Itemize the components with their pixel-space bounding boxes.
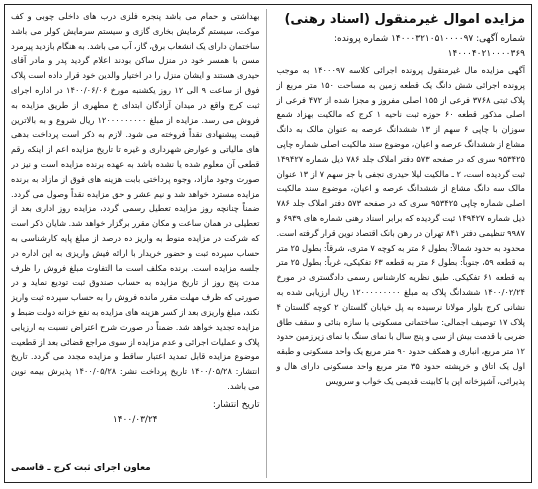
publication-date-value: ۱۴۰۰/۰۳/۲۴ [112, 414, 158, 425]
left-column [11, 9, 267, 478]
right-column [275, 9, 526, 478]
notice-title: مزایده اموال غیرمنقول (اسناد رهنی) [284, 12, 525, 27]
notice-reference-line: شماره آگهی: ۱۴۰۰۰۳۲۱۰۵۱۰۰۰۰۹۷ شماره پرونده: ۱۴۰۰۰۴۰۲۱۰۰۰۰۳۶۹ [333, 34, 525, 59]
notice-body-left: بهداشتی و حمام می باشد پنجره فلزی درب های داخلی چوبی و کف موکت، سیستم گرمایش بخاری گازی و سیستم سرمایش کولر می باشد ساختمان دارای یک انشعاب برق، گاز، آب می باشد. به هنگام بازدید پیرمرد مسن با همسر خود در منزل ساکن بودند اعلام گردید پدر و مادر آقای حیدری هستند و ایشان منزل را در اختیار والدین خود قرار داده است پلاک فوق از ساعت ۹ الی ۱۲ روز یکشنبه مورخ ۱۴۰۰/۰۶/۰۶ در اداره اجرای ثبت کرج واقع در میدان آزادگان ابتدای خ مطهری از طریق مزایده به فروش می رسد. مزایده از مبلغ ۱۲۰۰۰۰۰۰۰۰۰ ریال شروع و به بالاترین قیمت پیشنهادی نقداً فروخته می شود. لازم به ذکر است پرداخت بدهی های مالیاتی و عوارض شهرداری و غیره تا تاریخ مزایده اعم از اینکه رقم قطعی آن معلوم شده یا نشده باشد به عهده برنده مزایده است و نیز در صورت وجود مازاد، وجوه پرداختی بابت هزینه های فوق از مازاد به برنده مزایده مسترد خواهد شد و نیم عشر و حق مزایده نقداً وصول می گردد. ضمناً چنانچه روز مزایده تعطیل رسمی گردد، مزایده روز اداری بعد از تعطیلی در همان ساعت و مکان مقرر برگزار خواهد شد. شایان ذکر است که شرکت در مزایده منوط به واریز ده درصد از مبلغ پایه کارشناسی به حساب سپرده ثبت و حضور خریدار با ارائه فیش واریزی به این اداره در جلسه مزایده است. برنده مکلف است ما التفاوت مبلغ فروش را ظرف مدت پنج روز از تاریخ مزایده به حساب صندوق ثبت تودیع نماید و در صورتی که ظرف مهلت مقرر مانده فروش را به حساب سپرده ثبت واریز نکند، مبلغ واریزی بعد از کسر هزینه های مزایده به نفع خزانه دولت ضبط و مزایده تجدید خواهد شد. ضمناً در صورت شرح اعتراض نسبت به ارزیابی پلاک و عملیات اجرائی و عدم مزایده از سوی مراجع قضائی بعد از قطعیت موضوع مزایده قابل تمدید اعتبار ساقط و مزایده مجدد می گردد. تاریخ انتشار: ۱۴۰۰/۰۵/۲۸ تاریخ پرداخت نشر: ۱۴۰۰/۰۵/۲۸ پذیرش بیمه نوین می باشد. [11, 11, 260, 391]
notice-body-right: آگهی مزایده مال غیرمنقول پرونده اجرائی کلاسه ۱۴۰۰۰۹۷ به موجب پرونده اجرائی شش دانگ یک قطعه زمین به مساحت ۱۵۰ متر مربع از پلاک ثبتی ۳۷۶۸ فرعی از ۱۵۵ اصلی مفروز و مجزا شده از ۴۷۲ فرعی از اصلی مذکور قطعه ۶۰ حوزه ثبت ناحیه ۱ کرج که مالکیت بهزاد شمع سوزان با چاپی ۶ سهم از ۱۳ ششدانگ عرصه به عنوان مالک به دانگ مشاع از ششدانگ عرصه و اعیان، موضوع سند مالکیت اصلی شماره چاپی ۹۵۳۴۲۵ سری که در صفحه ۵۷۳ دفتر املاک جلد ۷۸۶ ذیل شماره ۱۴۹۴۲۷ ثبت گردیده است، ۲ ـ مالکیت لیلا حیدری نجفی با جز سهم ۷ از ۱۳ عنوان مالک سه دانگ مشاع از ششدانگ عرصه و اعیان، موضوع سند مالکیت اصلی شماره چاپی ۹۵۳۴۲۵ سری که در صفحه ۵۷۳ دفتر املاک جلد ۷۸۶ ذیل شماره ۱۴۹۴۲۷ ثبت گردیده که برابر اسناد رهنی شماره های ۶۹۳۹ و ۹۹۸۷ تنظیمی دفتر ۸۴۱ تهران در رهن بانک اقتصاد نوین قرار گرفته است. محدود به حدود شمالاً: بطول ۶ متر به کوچه ۷ متری، شرقاً: بطول ۲۵ متر به قطعه ۵۹، جنوباً: بطول ۶ متر به قطعه ۶۳ تفکیکی، غرباً: بطول ۲۵ متر به قطعه ۶۱ تفکیکی. طبق نظریه کارشناس رسمی دادگستری در مورخ ۱۴۰۰/۰۲/۲۴ ششدانگ پلاک به مبلغ ۱۲۰۰۰۰۰۰۰۰۰ ریال ارزیابی شده به نشانی کرج بلوار مولانا نرسیده به پل خیابان گلستان ۲ کوچه گلستان ۴ پلاک ۱۷ توصیف اجمالی: ساختمانی مسکونی با سازه بنائی و سقف طاق ضربی با قدمت بیش از سی و پنج سال با نمای سنگ با نمای زیرزمین حدود ۱۲ متر مربع، انباری و همکف حدود ۹۰ متر مربع یک واحد مسکونی و طبقه اول یک اتاق و خرپشته حدود ۳۵ متر مربع واحد مسکونی دارای هال و پذیرائی، آشپزخانه اپن با کابینت قدیمی یک خواب و سرویس [276, 65, 525, 386]
signature-line: معاون اجرای ثبت کرج ـ قاسمی [11, 463, 151, 473]
notice-columns [11, 9, 525, 478]
publication-date-label: تاریخ انتشار: [212, 399, 260, 410]
auction-notice [4, 4, 532, 483]
